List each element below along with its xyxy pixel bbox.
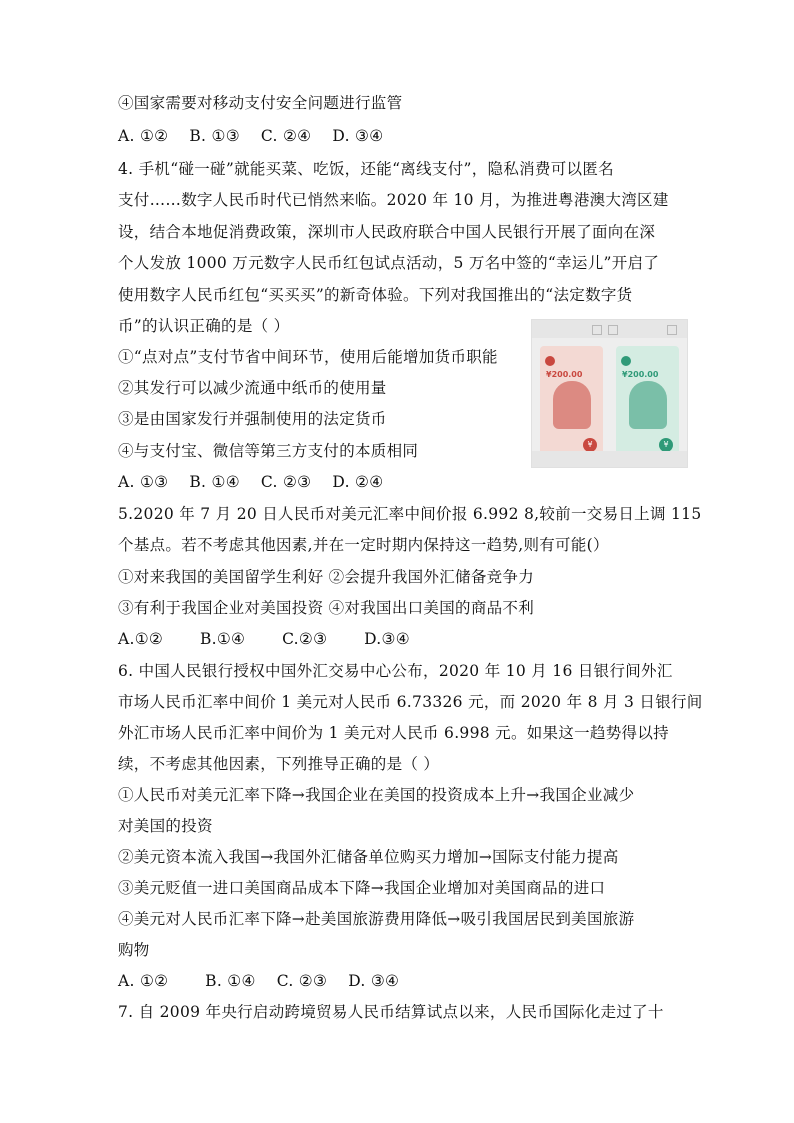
frame-icon — [667, 325, 677, 335]
question-4-line-1: 4. 手机“碰一碰”就能买菜、吃饭，还能“离线支付”，隐私消费可以匿名 — [118, 160, 614, 178]
portrait-image — [629, 381, 667, 429]
q6-statement-1-cont: 对美国的投资 — [118, 817, 213, 835]
q4-statement-2: ②其发行可以减少流通中纸币的使用量 — [118, 379, 387, 397]
option-4-line: ④国家需要对移动支付安全问题进行监管 — [118, 94, 403, 112]
yuan-icon: ¥ — [659, 438, 673, 452]
q6-statement-3: ③美元贬值一进口美国商品成本下降→我国企业增加对美国商品的进口 — [118, 879, 606, 897]
emblem-icon — [621, 356, 631, 366]
question-7-line-1: 7. 自 2009 年央行启动跨境贸易人民币结算试点以来，人民币国际化走过了十 — [118, 1003, 664, 1021]
frame-icon — [592, 325, 602, 335]
answer-choices-q5: A.①② B.①④ C.②③ D.③④ — [118, 630, 410, 648]
question-5-line-1: 5.2020 年 7 月 20 日人民币对美元汇率中间价报 6.992 8,较前一交易日上调 115 — [118, 505, 702, 523]
q4-statement-3: ③是由国家发行并强制使用的法定货币 — [118, 410, 387, 428]
banknote-amount-right: ¥200.00 — [622, 370, 659, 379]
figure-bottom-bar — [532, 451, 687, 467]
question-6-line-2: 市场人民币汇率中间价 1 美元对人民币 6.73326 元，而 2020 年 8 月 3 日银行间 — [118, 693, 703, 711]
question-4-line-6: 币”的认识正确的是（ ） — [118, 317, 290, 335]
q5-statements-3-4: ③有利于我国企业对美国投资 ④对我国出口美国的商品不利 — [118, 599, 535, 617]
emblem-icon — [545, 356, 555, 366]
q5-statements-1-2: ①对来我国的美国留学生利好 ②会提升我国外汇储备竞争力 — [118, 568, 535, 586]
green-banknote-card — [616, 346, 679, 456]
q4-statement-1: ①“点对点”支付节省中间环节，使用后能增加货币职能 — [118, 348, 498, 366]
banknote-amount-left: ¥200.00 — [546, 370, 583, 379]
question-4-line-5: 使用数字人民币红包“买买买”的新奇体验。下列对我国推出的“法定数字货 — [118, 286, 633, 304]
yuan-icon: ¥ — [583, 438, 597, 452]
answer-choices-q4: A. ①③ B. ①④ C. ②③ D. ②④ — [118, 473, 384, 491]
q6-statement-2: ②美元资本流入我国→我国外汇储备单位购买力增加→国际支付能力提高 — [118, 848, 619, 866]
answer-choices-q6: A. ①② B. ①④ C. ②③ D. ③④ — [118, 972, 400, 990]
q6-statement-1: ①人民币对美元汇率下降→我国企业在美国的投资成本上升→我国企业减少 — [118, 786, 635, 804]
question-5-line-2: 个基点。若不考虑其他因素,并在一定时期内保持这一趋势,则有可能(） — [118, 536, 609, 554]
figure-top-bar — [532, 320, 687, 338]
question-6-line-3: 外汇市场人民币汇率中间价为 1 美元对人民币 6.998 元。如果这一趋势得以持 — [118, 724, 669, 742]
question-4-line-2: 支付……数字人民币时代已悄然来临。2020 年 10 月，为推进粤港澳大湾区建 — [118, 191, 669, 209]
q6-statement-4: ④美元对人民币汇率下降→赴美国旅游费用降低→吸引我国居民到美国旅游 — [118, 910, 635, 928]
portrait-image — [553, 381, 591, 429]
question-6-line-4: 续，不考虑其他因素，下列推导正确的是（ ） — [118, 755, 440, 773]
digital-rmb-figure — [531, 319, 688, 468]
frame-icon — [608, 325, 618, 335]
q6-statement-4-cont: 购物 — [118, 941, 150, 959]
question-4-line-4: 个人发放 1000 万元数字人民币红包试点活动，5 万名中签的“幸运儿”开启了 — [118, 254, 660, 272]
question-4-line-3: 设，结合本地促消费政策，深圳市人民政府联合中国人民银行开展了面向在深 — [118, 223, 656, 241]
answer-choices-q3: A. ①② B. ①③ C. ②④ D. ③④ — [118, 127, 384, 145]
q4-statement-4: ④与支付宝、微信等第三方支付的本质相同 — [118, 442, 419, 460]
question-6-line-1: 6. 中国人民银行授权中国外汇交易中心公布，2020 年 10 月 16 日银行间外汇 — [118, 662, 673, 680]
red-banknote-card — [540, 346, 603, 456]
